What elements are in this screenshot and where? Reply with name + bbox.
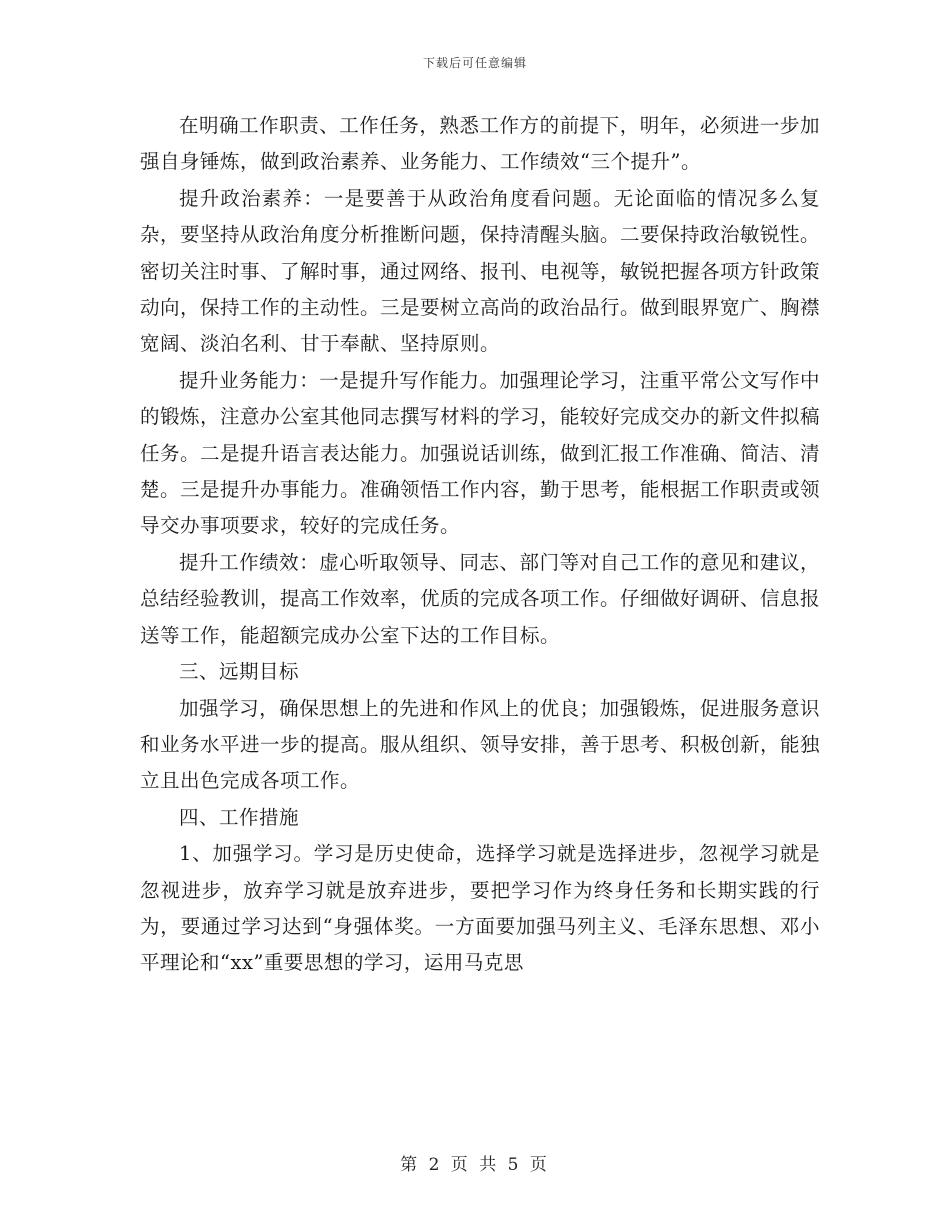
paragraph-strengthen-learning: 1、加强学习。学习是历史使命，选择学习就是选择进步，忽视学习就是忽视进步，放弃学习就是放弃进步，要把学习作为终身任务和长期实践的行为，要通过学习达到“身强体奖。一方面要加强马列主义、毛泽东思想、邓小平理论和“xx”重要思想的学习，运用马克思 (140, 842, 820, 975)
document-body (140, 108, 820, 982)
paragraph-long-term-goals: 加强学习，确保思想上的先进和作风上的优良；加强锻炼，促进服务意识和业务水平进一步的提高。服从组织、领导安排，善于思考、积极创新，能独立且出色完成各项工作。 (140, 696, 821, 793)
paragraph-business-ability: 提升业务能力：一是提升写作能力。加强理论学习，注重平常公文写作中的锻炼，注意办公室其他同志撰写材料的学习，能较好完成交办的新文件拟稿任务。二是提升语言表达能力。加强说话训练，做到汇报工作准确、简洁、清楚。三是提升办事能力。准确领悟工作内容，勤于思考，能根据工作职责或领导交办事项要求，较好的完成任务。 (140, 368, 821, 538)
section-heading-work-measures: 四、工作措施 (179, 805, 300, 829)
paragraph-three-improvements: 在明确工作职责、工作任务，熟悉工作方的前提下，明年，必须进一步加强自身锤炼，做到政治素养、业务能力、工作绩效“三个提升”。 (140, 114, 820, 174)
section-heading-long-term-goals: 三、远期目标 (179, 660, 300, 684)
paragraph-political-quality: 提升政治素养：一是要善于从政治角度看问题。无论面临的情况多么复杂，要坚持从政治角度分析推断问题，保持清醒头脑。二要保持政治敏锐性。密切关注时事、了解时事，通过网络、报刊、电视等，敏锐把握各项方针政策动向，保持工作的主动性。三是要树立高尚的政治品行。做到眼界宽广、胸襟宽阔、淡泊名利、甘于奉献、坚持原则。 (140, 186, 821, 356)
page-number: 第 2 页 共 5 页 (400, 1155, 550, 1175)
page-header: 下载后可任意编辑 (422, 56, 527, 70)
paragraph-work-performance: 提升工作绩效：虚心听取领导、同志、部门等对自己工作的意见和建议，总结经验教训，提高工作效率，优质的完成各项工作。仔细做好调研、信息报送等工作，能超额完成办公室下达的工作目标。 (140, 550, 821, 647)
